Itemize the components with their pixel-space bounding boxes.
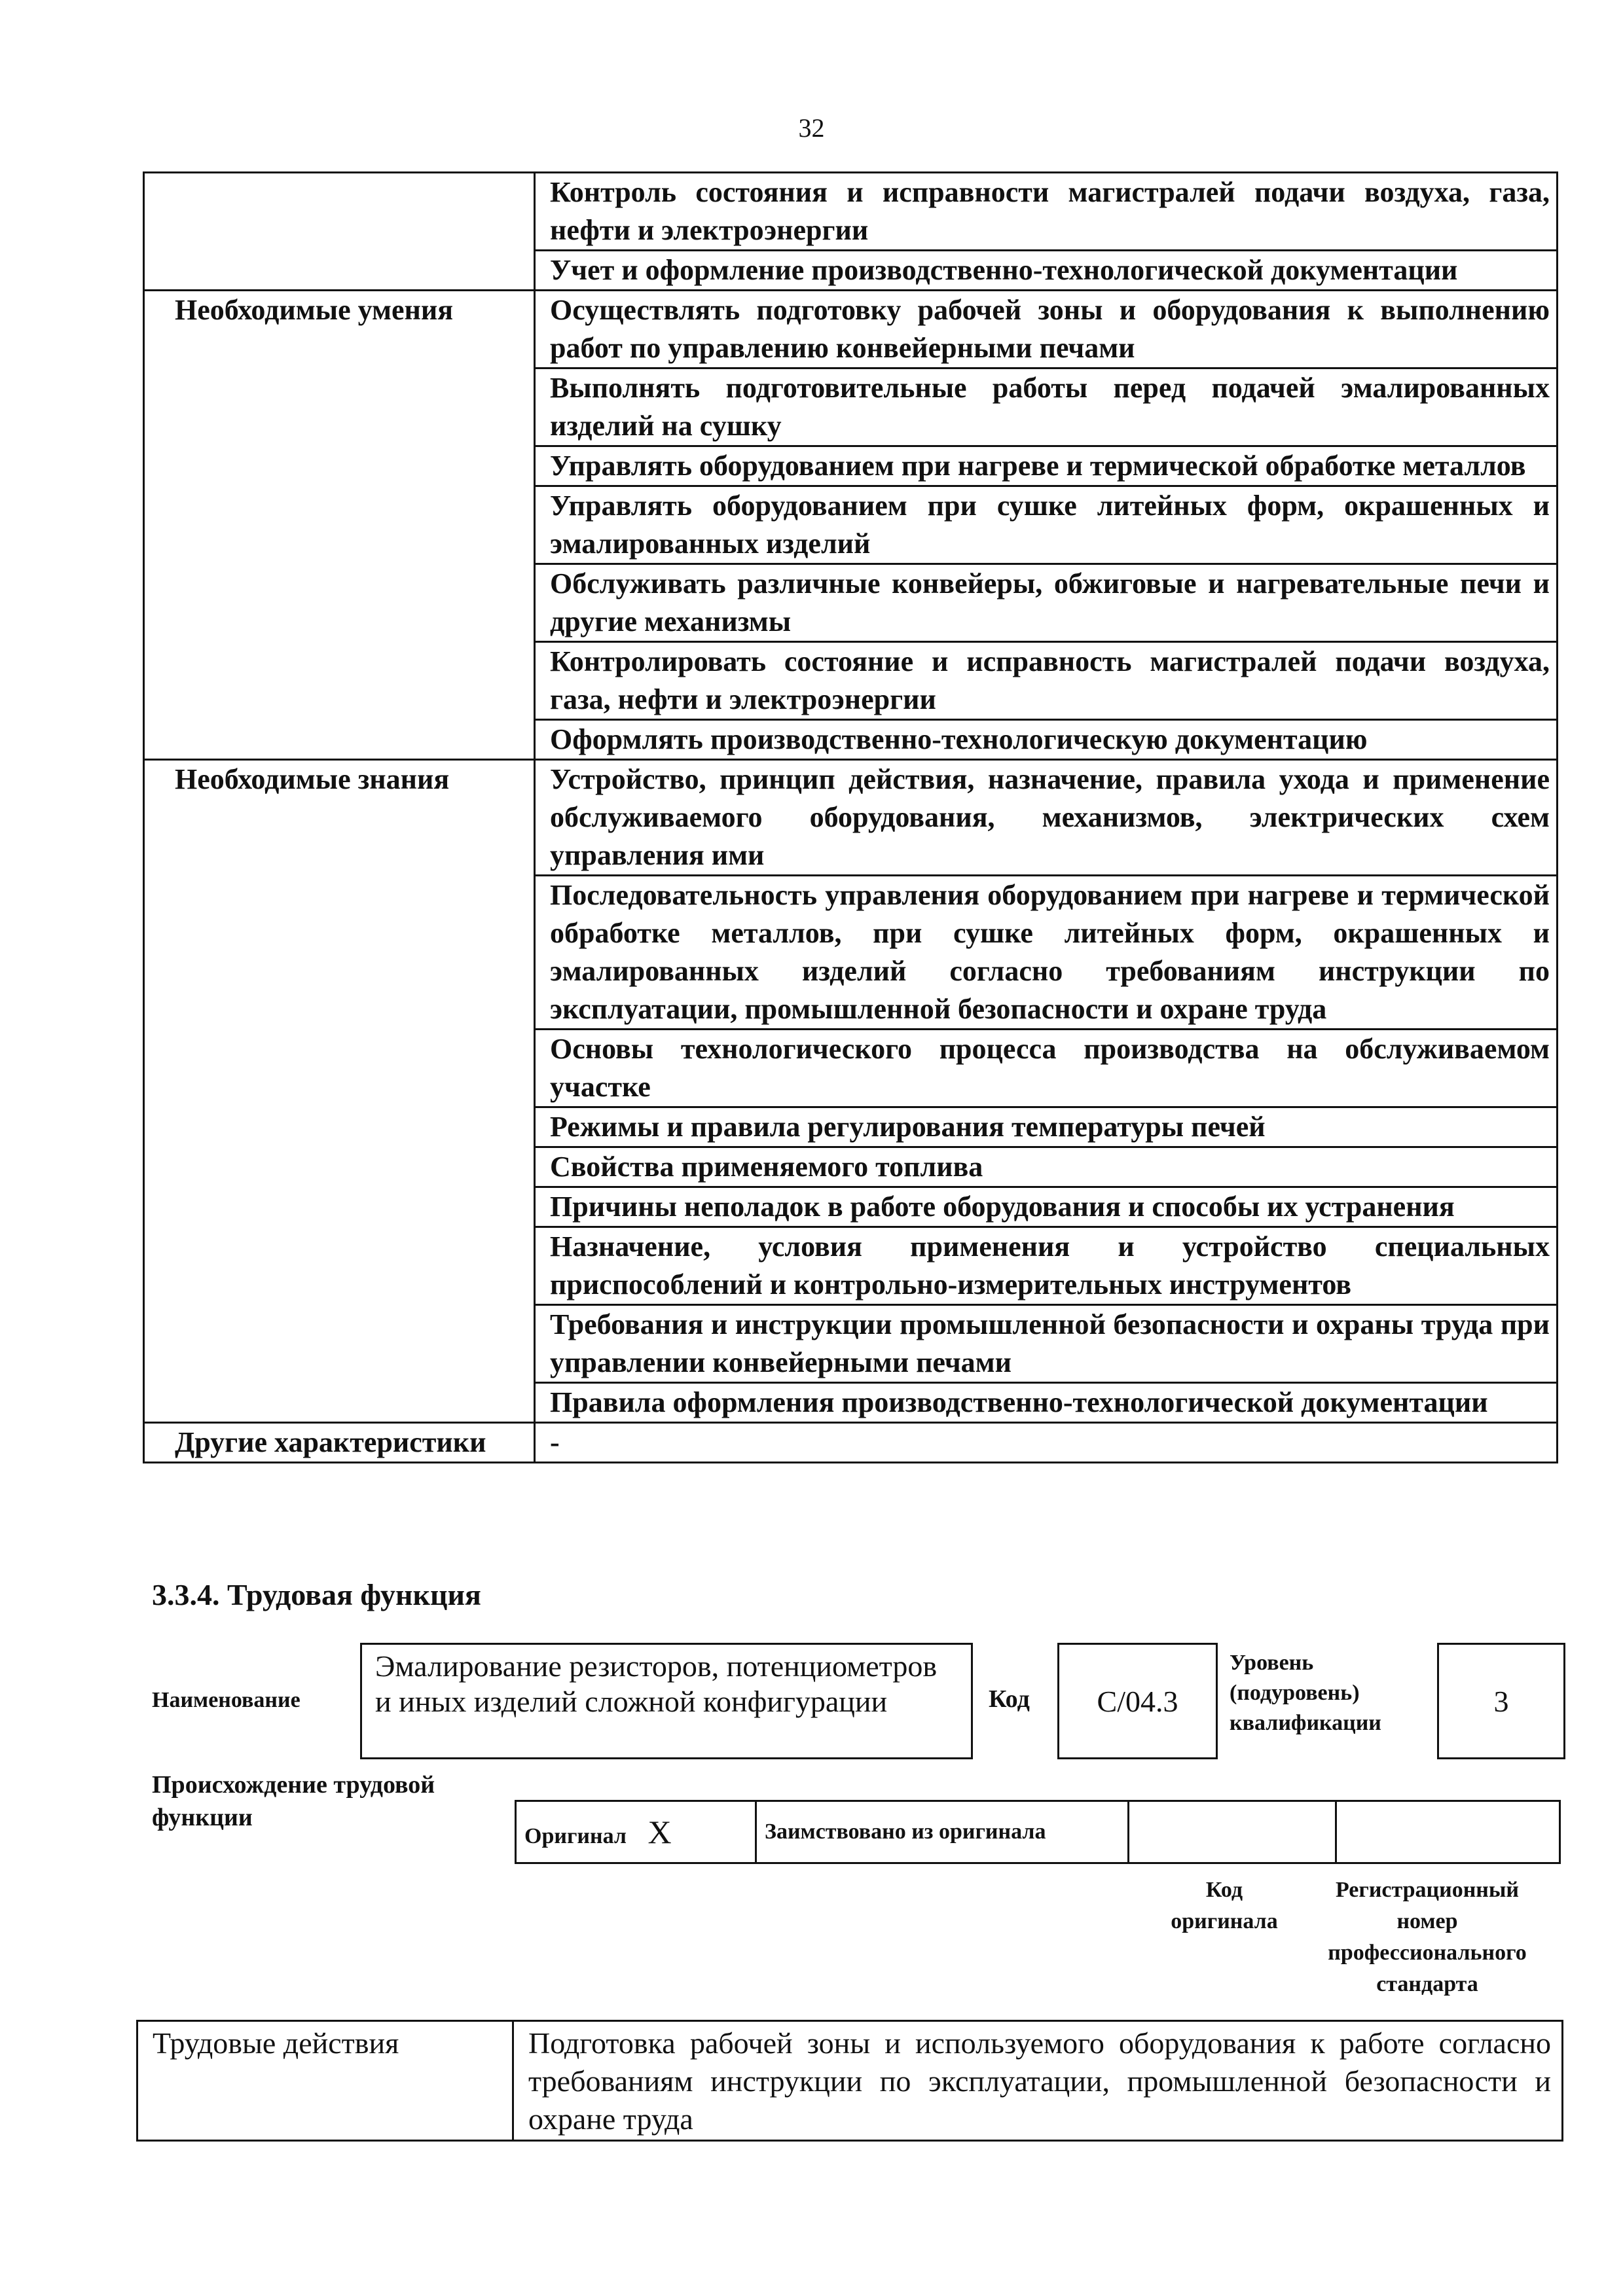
code-label: Код: [989, 1685, 1030, 1713]
row-item-text: Контроль состояния и исправности магистралей подачи воздуха, газа, нефти и электроэнергии: [535, 173, 1558, 251]
level-label-line: квалификации: [1230, 1711, 1381, 1735]
original-code-cell: [1129, 1801, 1336, 1863]
row-item-text: Выполнять подготовительные работы перед подачей эмалированных изделий на сушку: [535, 368, 1558, 446]
qualification-level-box: 3: [1437, 1643, 1565, 1759]
caption-line: стандарта: [1376, 1972, 1478, 1996]
table-row: [144, 760, 1558, 876]
section-title: 3.3.4. Трудовая функция: [152, 1578, 481, 1611]
row-item-text: Причины неполадок в работе оборудования и способы их устранения: [535, 1187, 1558, 1227]
caption-registration-number: [1283, 1874, 1571, 2000]
labor-actions-text: Подготовка рабочей зоны и используемого оборудования к работе согласно требованиям инструкции по эксплуатации, промышленной безопасности и охране труда: [513, 2021, 1563, 2141]
row-item-text: Контролировать состояние и исправность магистралей подачи воздуха, газа, нефти и электроэнергии: [535, 642, 1558, 720]
origin-label: [152, 1768, 435, 1834]
table-row: [144, 173, 1558, 251]
name-label: Наименование: [152, 1688, 301, 1712]
function-code-box: С/04.3: [1057, 1643, 1218, 1759]
row-item-text: Режимы и правила регулирования температуры печей: [535, 1107, 1558, 1147]
borrowed-cell: Заимствовано из оригинала: [756, 1801, 1129, 1863]
origin-label-line: Происхождение трудовой: [152, 1771, 435, 1799]
level-label: [1230, 1648, 1381, 1738]
row-item-text: Основы технологического процесса производства на обслуживаемом участке: [535, 1030, 1558, 1107]
row-item-text: Устройство, принцип действия, назначение, правила ухода и применение обслуживаемого оборудования, механизмов, электрических схем управления ими: [535, 760, 1558, 876]
registration-number-cell: [1336, 1801, 1560, 1863]
row-item-text: Управлять оборудованием при нагреве и термической обработке металлов: [535, 446, 1558, 486]
row-item-text: Оформлять производственно-технологическую документацию: [535, 720, 1558, 760]
row-item-text: Обслуживать различные конвейеры, обжиговые и нагревательные печи и другие механизмы: [535, 564, 1558, 642]
row-item-text: Осуществлять подготовку рабочей зоны и оборудования к выполнению работ по управлению конвейерными печами: [535, 291, 1558, 368]
row-group-label: [144, 173, 535, 291]
row-group-label: Необходимые умения: [144, 291, 535, 760]
row-item-text: Назначение, условия применения и устройство специальных приспособлений и контрольно-измерительных инструментов: [535, 1227, 1558, 1305]
function-name-box: Эмалирование резисторов, потенциометров и иных изделий сложной конфигурации: [360, 1643, 973, 1759]
row-item-text: Правила оформления производственно-технологической документации: [535, 1383, 1558, 1423]
caption-line: Код: [1205, 1878, 1243, 1902]
caption-line: номер: [1396, 1909, 1458, 1933]
page-number: 32: [798, 113, 825, 143]
table-row: [144, 291, 1558, 368]
row-item-text: Управлять оборудованием при сушке литейных форм, окрашенных и эмалированных изделий: [535, 486, 1558, 564]
row-item-text: -: [535, 1423, 1558, 1463]
table-row: [144, 1423, 1558, 1463]
row-item-text: Учет и оформление производственно-технологической документации: [535, 251, 1558, 291]
caption-line: оригинала: [1171, 1909, 1278, 1933]
row-item-text: Свойства применяемого топлива: [535, 1147, 1558, 1187]
row-group-label: Другие характеристики: [144, 1423, 535, 1463]
original-mark: X: [647, 1814, 672, 1850]
row-item-text: Последовательность управления оборудованием при нагреве и термической обработке металлов, при сушке литейных форм, окрашенных и эмалированных изделий согласно требованиям инструкции по эксплуатации, промышленной безопасности и охране труда: [535, 876, 1558, 1030]
original-label: Оригинал: [524, 1824, 627, 1848]
labor-actions-table: [136, 2020, 1563, 2142]
origin-label-line: функции: [152, 1804, 253, 1831]
level-label-line: (подуровень): [1230, 1681, 1360, 1705]
caption-line: профессионального: [1328, 1941, 1527, 1965]
origin-table: [515, 1800, 1561, 1864]
labor-actions-label: Трудовые действия: [137, 2021, 513, 2141]
skills-knowledge-table: [143, 171, 1558, 1463]
caption-line: Регистрационный: [1335, 1878, 1520, 1902]
row-item-text: Требования и инструкции промышленной безопасности и охраны труда при управлении конвейерными печами: [535, 1305, 1558, 1383]
row-group-label: Необходимые знания: [144, 760, 535, 1423]
original-cell: [516, 1801, 756, 1863]
level-label-line: Уровень: [1230, 1651, 1314, 1675]
